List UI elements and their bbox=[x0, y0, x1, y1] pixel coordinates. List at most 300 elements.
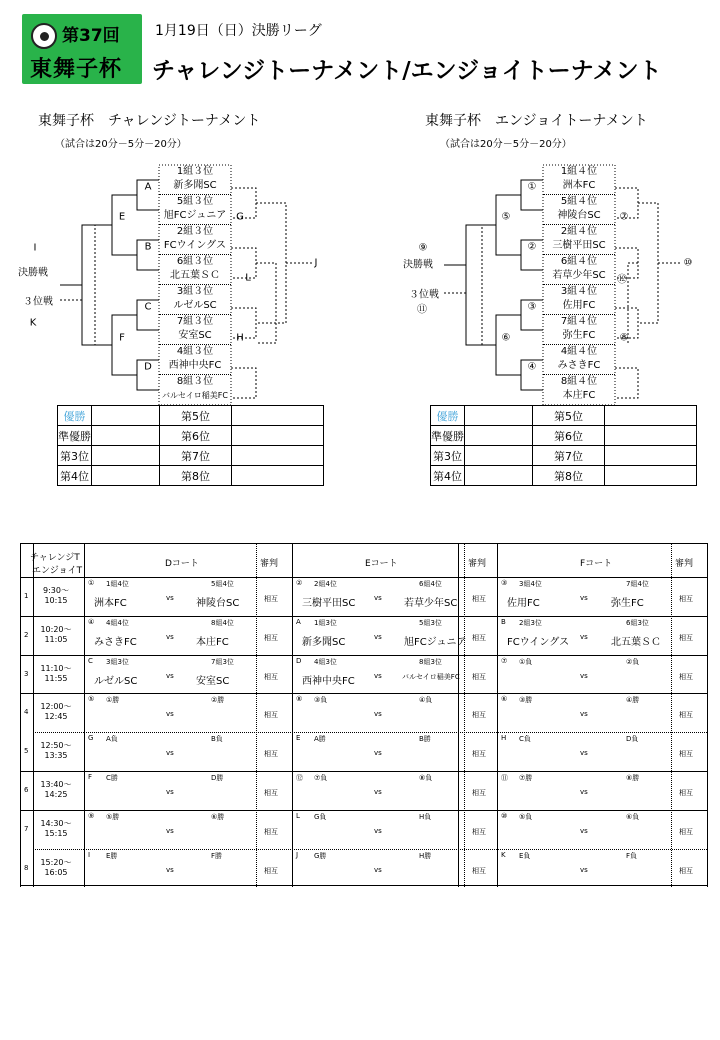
game-id: ⑤ bbox=[88, 695, 95, 703]
seed-right: F負 bbox=[626, 852, 638, 860]
vs-label: vs bbox=[166, 672, 174, 680]
team-slot bbox=[543, 195, 615, 225]
slot-number: 7 bbox=[24, 825, 29, 833]
seed-right: H勝 bbox=[419, 852, 432, 860]
team-slot bbox=[159, 225, 231, 255]
match-label-J: J bbox=[314, 257, 318, 269]
team-home: 三樹平田SC bbox=[302, 598, 356, 609]
seed-right: 6組4位 bbox=[419, 580, 442, 588]
game-id: ⑩ bbox=[501, 812, 508, 820]
seed-right: D負 bbox=[626, 735, 639, 743]
team-name: 旭FCジュニア bbox=[163, 210, 227, 221]
game-id: K bbox=[501, 851, 506, 859]
date-subtitle: 1月19日（日）決勝リーグ bbox=[155, 23, 322, 39]
seed-left: 1組4位 bbox=[106, 580, 129, 588]
match-label-D: D bbox=[144, 361, 152, 373]
group-rank: 2組４位 bbox=[560, 226, 598, 237]
group-rank: 8組３位 bbox=[176, 376, 214, 387]
seed-right: ⑧負 bbox=[419, 774, 433, 782]
team-name: 弥生FC bbox=[562, 330, 596, 341]
team-name: 佐用FC bbox=[562, 300, 596, 311]
vs-label: vs bbox=[166, 827, 174, 835]
rank-blank bbox=[232, 406, 324, 426]
team-home: 新多聞SC bbox=[302, 637, 346, 648]
final-label: 決勝戦 bbox=[18, 267, 48, 279]
group-rank: 2組３位 bbox=[176, 226, 214, 237]
referee-mutual: 相互 bbox=[264, 789, 278, 797]
ranking-row bbox=[58, 466, 324, 486]
group-rank: 7組３位 bbox=[176, 316, 214, 327]
grid-dotted-hline bbox=[84, 732, 707, 733]
game-id: L bbox=[296, 812, 300, 820]
seed-left: 3組4位 bbox=[519, 580, 542, 588]
team-home: FCウイングス bbox=[507, 637, 570, 648]
referee-mutual: 相互 bbox=[472, 828, 486, 836]
game-id: ① bbox=[88, 579, 95, 587]
final-label: 決勝戦 bbox=[403, 259, 433, 271]
vs-label: vs bbox=[374, 827, 382, 835]
referee-mutual: 相互 bbox=[472, 711, 486, 719]
grid-dotted-hline bbox=[33, 849, 84, 850]
rank-label: 第4位 bbox=[431, 466, 465, 486]
referee-header: 審判 bbox=[675, 559, 694, 569]
game-id: ⑨ bbox=[88, 812, 95, 820]
referee-mutual: 相互 bbox=[679, 595, 693, 603]
seed-left: A負 bbox=[106, 735, 118, 743]
challenge-ranking-table bbox=[57, 405, 324, 486]
rank-label: 準優勝 bbox=[431, 426, 465, 446]
vs-label: vs bbox=[580, 633, 588, 641]
team-slot bbox=[543, 375, 615, 405]
enjoy-ranking-table bbox=[430, 405, 697, 486]
match-label-L: L bbox=[245, 272, 251, 284]
match-label-9: ⑨ bbox=[418, 242, 428, 254]
slot-number: 5 bbox=[24, 747, 29, 755]
vs-label: vs bbox=[166, 866, 174, 874]
group-rank: 4組３位 bbox=[176, 346, 214, 357]
vs-label: vs bbox=[580, 710, 588, 718]
seed-right: H負 bbox=[419, 813, 432, 821]
game-id: ⑪ bbox=[501, 774, 508, 782]
grid-vline bbox=[497, 544, 498, 887]
team-home: みさきFC bbox=[94, 637, 137, 648]
rank-label: 優勝 bbox=[431, 406, 465, 426]
grid-hline bbox=[20, 693, 707, 694]
court-header: Dコート bbox=[165, 559, 199, 569]
team-home: 西神中央FC bbox=[302, 676, 355, 687]
match-label-F: F bbox=[119, 332, 125, 344]
challenge-title: 東舞子杯 チャレンジトーナメント bbox=[38, 113, 261, 129]
game-id: H bbox=[501, 734, 507, 742]
enjoy-match-time: （試合は20分－5分－20分） bbox=[440, 139, 572, 150]
team-name: 西神中央FC bbox=[168, 360, 222, 371]
referee-header: 審判 bbox=[468, 559, 487, 569]
court-header: Fコート bbox=[580, 559, 613, 569]
grid-vline bbox=[707, 544, 708, 887]
page-title: チャレンジトーナメント/エンジョイトーナメント bbox=[152, 58, 662, 84]
rank-label: 第7位 bbox=[160, 446, 232, 466]
rank-blank bbox=[92, 426, 160, 446]
game-id: ⑧ bbox=[296, 695, 303, 703]
vs-label: vs bbox=[374, 672, 382, 680]
slot-number: 6 bbox=[24, 786, 29, 794]
seed-right: ④負 bbox=[419, 696, 433, 704]
game-id: C bbox=[88, 657, 93, 665]
corner-label-enjoy: エンジョイT bbox=[32, 566, 83, 576]
team-name: 北五葉ＳＣ bbox=[170, 270, 220, 281]
team-name: 新多聞SC bbox=[173, 180, 217, 191]
seed-right: 8組4位 bbox=[211, 619, 234, 627]
seed-right: ②勝 bbox=[211, 696, 225, 704]
rank-blank bbox=[465, 426, 533, 446]
seed-right: ⑧勝 bbox=[626, 774, 640, 782]
group-rank: 7組４位 bbox=[560, 316, 598, 327]
seed-right: 5組4位 bbox=[211, 580, 234, 588]
match-label-12: ⑫ bbox=[617, 274, 627, 286]
game-id: ⑦ bbox=[501, 657, 508, 665]
team-slot bbox=[543, 165, 615, 195]
rank-blank bbox=[605, 466, 697, 486]
vs-label: vs bbox=[580, 594, 588, 602]
seed-left: E勝 bbox=[106, 852, 118, 860]
team-home: ルゼルSC bbox=[94, 676, 138, 687]
seed-left: 3組3位 bbox=[106, 658, 129, 666]
team-away: 旭FCジュニア bbox=[404, 637, 467, 648]
seed-left: E負 bbox=[519, 852, 531, 860]
seed-right: ⑥負 bbox=[626, 813, 640, 821]
grid-vline bbox=[84, 544, 85, 887]
logo-name: 東舞子杯 bbox=[30, 57, 123, 82]
seed-left: 4組4位 bbox=[106, 619, 129, 627]
team-slot bbox=[543, 255, 615, 285]
seed-left: C負 bbox=[519, 735, 531, 743]
team-away: バルセイロ稲美FC bbox=[402, 673, 460, 681]
enjoy-title: 東舞子杯 エンジョイトーナメント bbox=[425, 113, 648, 129]
game-id: B bbox=[501, 618, 506, 626]
slot-number: 4 bbox=[24, 708, 29, 716]
match-label-4: ④ bbox=[527, 361, 537, 373]
referee-mutual: 相互 bbox=[679, 750, 693, 758]
group-rank: 8組４位 bbox=[560, 376, 598, 387]
court-header: Eコート bbox=[365, 559, 398, 569]
referee-mutual: 相互 bbox=[264, 867, 278, 875]
seed-right: 7組4位 bbox=[626, 580, 649, 588]
team-slot bbox=[159, 255, 231, 285]
referee-mutual: 相互 bbox=[264, 828, 278, 836]
vs-label: vs bbox=[374, 633, 382, 641]
referee-mutual: 相互 bbox=[264, 711, 278, 719]
seed-left: ①勝 bbox=[106, 696, 120, 704]
match-label-G: G bbox=[236, 211, 244, 223]
ranking-row bbox=[431, 446, 697, 466]
grid-vline bbox=[20, 544, 21, 887]
vs-label: vs bbox=[580, 749, 588, 757]
game-id: ④ bbox=[88, 618, 95, 626]
vs-label: vs bbox=[166, 788, 174, 796]
team-name: 安室SC bbox=[178, 330, 212, 341]
seed-left: 4組3位 bbox=[314, 658, 337, 666]
referee-mutual: 相互 bbox=[472, 750, 486, 758]
grid-hline bbox=[20, 616, 707, 617]
vs-label: vs bbox=[580, 866, 588, 874]
rank-blank bbox=[92, 466, 160, 486]
referee-mutual: 相互 bbox=[472, 673, 486, 681]
seed-left: 2組3位 bbox=[519, 619, 542, 627]
match-label-A: A bbox=[144, 181, 152, 193]
grid-dotted-vline bbox=[671, 544, 672, 887]
slot-time: 15:20～ 16:05 bbox=[40, 858, 72, 877]
slot-number: 3 bbox=[24, 670, 29, 678]
game-id: I bbox=[88, 851, 91, 859]
rank-blank bbox=[232, 426, 324, 446]
rank-blank bbox=[605, 446, 697, 466]
match-label-7: ⑦ bbox=[619, 211, 629, 223]
rank-label: 第7位 bbox=[533, 446, 605, 466]
grid-hline bbox=[20, 810, 707, 811]
grid-dotted-hline bbox=[84, 849, 707, 850]
team-name: みさきFC bbox=[557, 360, 601, 371]
ranking-row bbox=[58, 426, 324, 446]
referee-mutual: 相互 bbox=[679, 867, 693, 875]
rank-label: 第3位 bbox=[58, 446, 92, 466]
seed-left: ⑤負 bbox=[519, 813, 533, 821]
vs-label: vs bbox=[166, 710, 174, 718]
team-slot bbox=[159, 375, 231, 405]
game-id: A bbox=[296, 618, 301, 626]
team-away: 本庄FC bbox=[196, 637, 229, 648]
team-name: 神陵台SC bbox=[557, 210, 601, 221]
referee-mutual: 相互 bbox=[264, 634, 278, 642]
rank-label: 第5位 bbox=[160, 406, 232, 426]
seed-right: 8組3位 bbox=[419, 658, 442, 666]
team-slot bbox=[159, 165, 231, 195]
referee-mutual: 相互 bbox=[472, 867, 486, 875]
slot-time: 13:40～ 14:25 bbox=[40, 780, 72, 799]
seed-right: F勝 bbox=[211, 852, 223, 860]
game-id: F bbox=[88, 773, 93, 781]
slot-time: 9:30～ 10:15 bbox=[43, 586, 69, 605]
grid-vline bbox=[458, 544, 459, 887]
seed-right: 5組3位 bbox=[419, 619, 442, 627]
referee-mutual: 相互 bbox=[264, 595, 278, 603]
vs-label: vs bbox=[580, 827, 588, 835]
vs-label: vs bbox=[374, 788, 382, 796]
referee-mutual: 相互 bbox=[472, 634, 486, 642]
group-rank: 5組４位 bbox=[560, 196, 598, 207]
rank-label: 第5位 bbox=[533, 406, 605, 426]
grid-dotted-vline bbox=[256, 544, 257, 887]
vs-label: vs bbox=[580, 672, 588, 680]
seed-left: 1組3位 bbox=[314, 619, 337, 627]
seed-left: ①負 bbox=[519, 658, 533, 666]
team-slot bbox=[543, 315, 615, 345]
match-schedule bbox=[20, 543, 708, 886]
match-label-K: K bbox=[29, 317, 37, 329]
team-home: 洲本FC bbox=[94, 598, 127, 609]
ranking-row bbox=[58, 406, 324, 426]
group-rank: 1組４位 bbox=[560, 166, 598, 177]
group-rank: 5組３位 bbox=[176, 196, 214, 207]
ranking-row bbox=[58, 446, 324, 466]
rank-blank bbox=[465, 446, 533, 466]
seed-right: 6組3位 bbox=[626, 619, 649, 627]
referee-mutual: 相互 bbox=[264, 750, 278, 758]
rank-label: 第8位 bbox=[533, 466, 605, 486]
slot-time: 12:00～ 12:45 bbox=[40, 702, 72, 721]
grid-vline bbox=[292, 544, 293, 887]
seed-left: A勝 bbox=[314, 735, 326, 743]
ranking-row bbox=[431, 406, 697, 426]
referee-mutual: 相互 bbox=[679, 789, 693, 797]
seed-left: G負 bbox=[314, 813, 327, 821]
corner-label-challenge: チャレンジT bbox=[30, 553, 80, 563]
match-label-2: ② bbox=[527, 241, 537, 253]
match-label-3: ③ bbox=[527, 301, 537, 313]
rank-label: 第6位 bbox=[160, 426, 232, 446]
match-label-C: C bbox=[144, 301, 152, 313]
team-name: 若草少年SC bbox=[552, 270, 606, 281]
team-name: 洲本FC bbox=[562, 180, 596, 191]
rank-blank bbox=[465, 406, 533, 426]
vs-label: vs bbox=[374, 866, 382, 874]
team-home: 佐用FC bbox=[507, 598, 540, 609]
team-name: ルゼルSC bbox=[173, 300, 217, 311]
team-slot bbox=[159, 345, 231, 375]
seed-right: ⑥勝 bbox=[211, 813, 225, 821]
ranking-row bbox=[431, 426, 697, 446]
slot-time: 11:10～ 11:55 bbox=[40, 664, 72, 683]
referee-mutual: 相互 bbox=[472, 595, 486, 603]
logo-edition: 第37回 bbox=[62, 26, 120, 46]
seed-left: ③負 bbox=[314, 696, 328, 704]
referee-header: 審判 bbox=[260, 559, 279, 569]
vs-label: vs bbox=[166, 594, 174, 602]
referee-mutual: 相互 bbox=[679, 634, 693, 642]
team-slot bbox=[159, 195, 231, 225]
rank-blank bbox=[92, 446, 160, 466]
slot-number: 2 bbox=[24, 631, 29, 639]
vs-label: vs bbox=[580, 788, 588, 796]
seed-left: C勝 bbox=[106, 774, 118, 782]
team-slot bbox=[543, 345, 615, 375]
seed-right: B負 bbox=[211, 735, 223, 743]
team-name: バルセイロ稲美FC bbox=[162, 391, 228, 400]
slot-time: 14:30～ 15:15 bbox=[40, 819, 72, 838]
match-label-11: ⑪ bbox=[417, 304, 427, 316]
rank-blank bbox=[605, 406, 697, 426]
ranking-row bbox=[431, 466, 697, 486]
team-away: 弥生FC bbox=[611, 598, 644, 609]
group-rank: 4組４位 bbox=[560, 346, 598, 357]
match-label-I: I bbox=[33, 242, 37, 254]
game-id: ⑫ bbox=[296, 774, 303, 782]
group-rank: 6組４位 bbox=[560, 256, 598, 267]
grid-dotted-vline bbox=[464, 544, 465, 887]
referee-mutual: 相互 bbox=[679, 673, 693, 681]
referee-mutual: 相互 bbox=[679, 828, 693, 836]
grid-dotted-hline bbox=[33, 732, 84, 733]
seed-left: ⑤勝 bbox=[106, 813, 120, 821]
rank-blank bbox=[232, 446, 324, 466]
vs-label: vs bbox=[374, 749, 382, 757]
match-label-E: E bbox=[118, 211, 126, 223]
slot-time: 12:50～ 13:35 bbox=[40, 741, 72, 760]
match-label-1: ① bbox=[527, 181, 537, 193]
game-id: ⑥ bbox=[501, 695, 508, 703]
group-rank: 3組４位 bbox=[560, 286, 598, 297]
referee-mutual: 相互 bbox=[472, 789, 486, 797]
grid-hline bbox=[20, 577, 707, 578]
seed-left: G勝 bbox=[314, 852, 327, 860]
slot-time: 10:20～ 11:05 bbox=[40, 625, 72, 644]
grid-hline bbox=[20, 655, 707, 656]
match-label-8: ⑧ bbox=[619, 332, 629, 344]
group-rank: 1組３位 bbox=[176, 166, 214, 177]
rank-blank bbox=[605, 426, 697, 446]
game-id: J bbox=[296, 851, 299, 859]
match-label-6: ⑥ bbox=[501, 332, 511, 344]
rank-label: 優勝 bbox=[58, 406, 92, 426]
vs-label: vs bbox=[374, 594, 382, 602]
rank-label: 準優勝 bbox=[58, 426, 92, 446]
rank-blank bbox=[232, 466, 324, 486]
game-id: ③ bbox=[501, 579, 508, 587]
team-away: 安室SC bbox=[196, 676, 230, 687]
third-place-label: ３位戦 bbox=[409, 289, 439, 301]
rank-label: 第3位 bbox=[431, 446, 465, 466]
rank-label: 第6位 bbox=[533, 426, 605, 446]
game-id: G bbox=[88, 734, 94, 742]
game-id: ② bbox=[296, 579, 303, 587]
seed-right: D勝 bbox=[211, 774, 224, 782]
seed-left: 2組4位 bbox=[314, 580, 337, 588]
rank-blank bbox=[92, 406, 160, 426]
seed-right: ②負 bbox=[626, 658, 640, 666]
team-slot bbox=[159, 285, 231, 315]
team-slot bbox=[543, 285, 615, 315]
game-id: D bbox=[296, 657, 302, 665]
game-id: E bbox=[296, 734, 301, 742]
team-slot bbox=[543, 225, 615, 255]
seed-right: 7組3位 bbox=[211, 658, 234, 666]
team-away: 神陵台SC bbox=[196, 598, 240, 609]
team-name: FCウイングス bbox=[163, 240, 227, 251]
slot-number: 1 bbox=[24, 592, 29, 600]
team-away: 若草少年SC bbox=[404, 598, 458, 609]
match-label-B: B bbox=[144, 241, 152, 253]
team-name: 三樹平田SC bbox=[552, 240, 606, 251]
team-away: 北五葉ＳＣ bbox=[611, 637, 661, 648]
rank-label: 第8位 bbox=[160, 466, 232, 486]
group-rank: 6組３位 bbox=[176, 256, 214, 267]
team-slot bbox=[159, 315, 231, 345]
match-label-5: ⑤ bbox=[501, 211, 511, 223]
slot-number: 8 bbox=[24, 864, 29, 872]
rank-label: 第4位 bbox=[58, 466, 92, 486]
seed-left: ③勝 bbox=[519, 696, 533, 704]
vs-label: vs bbox=[374, 710, 382, 718]
seed-left: ⑦勝 bbox=[519, 774, 533, 782]
third-place-label: ３位戦 bbox=[23, 296, 53, 308]
vs-label: vs bbox=[166, 749, 174, 757]
match-label-H: H bbox=[236, 332, 244, 344]
vs-label: vs bbox=[166, 633, 174, 641]
seed-left: ⑦負 bbox=[314, 774, 328, 782]
seed-right: B勝 bbox=[419, 735, 431, 743]
rank-blank bbox=[465, 466, 533, 486]
match-label-10: ⑩ bbox=[683, 257, 693, 269]
seed-right: ④勝 bbox=[626, 696, 640, 704]
